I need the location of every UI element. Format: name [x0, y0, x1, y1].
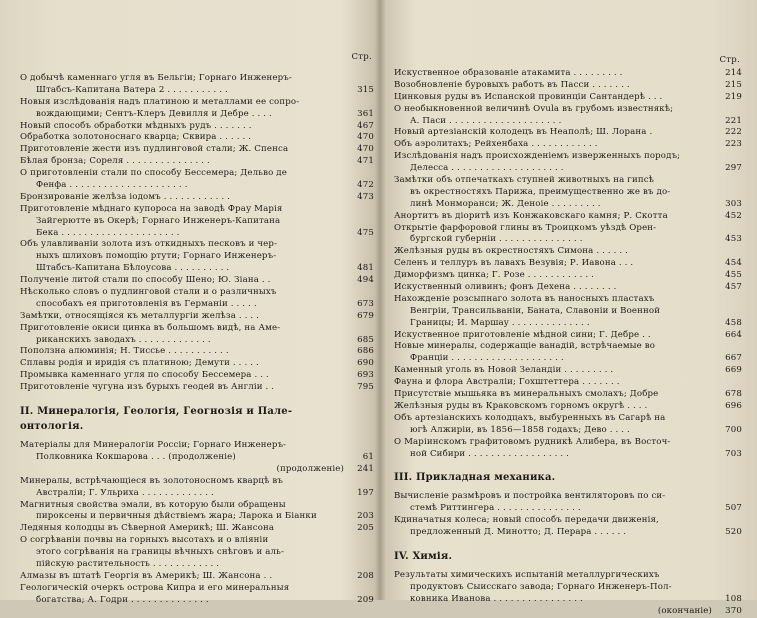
toc-entry-text: Сплавы родія и иридія съ платиною; Демути . . . . .: [20, 358, 259, 369]
toc-entry: [20, 73, 376, 85]
toc-entry-text: О согрѣваніи почвы на горныхъ высотахъ и о вліяніи: [20, 535, 269, 546]
toc-entry: [394, 151, 744, 163]
toc-entry-page-number: 507: [725, 503, 742, 514]
section-heading: II. Минералогія, Геологія, Геогнозія и Пале-: [20, 406, 293, 418]
toc-entry-text: Алмазы въ штатѣ Георгія въ Америкѣ; Ш. Жансона . .: [20, 570, 273, 581]
toc-entry-text: Изслѣдованія надъ происхожденіемъ изверженныхъ породъ;: [394, 151, 681, 162]
toc-entry-page-number: 520: [725, 527, 742, 538]
toc-entry-page-number: 455: [725, 270, 742, 281]
toc-entry-text: Желѣзныя руды въ Краковскомъ горномъ округѣ . . . .: [394, 400, 648, 411]
toc-entry: [20, 180, 376, 192]
toc-entry-text: Открытіе фарфоровой глины въ Троицкомъ уѣздѣ Орен-: [394, 222, 657, 233]
toc-section-1-list: [20, 73, 376, 394]
toc-entry: [394, 234, 744, 246]
toc-entry: [394, 318, 744, 330]
toc-entry-text: Новый способъ обработки мѣдныхъ рудъ . . . . . . .: [20, 120, 252, 131]
toc-entry-page-number: 215: [725, 79, 742, 90]
toc-entry-text: вождающими; Сентъ-Клеръ Девилля и Дебре . . . .: [36, 108, 272, 119]
toc-entry: [20, 547, 376, 559]
toc-entry-text: Каменный уголь въ Новой Зеландіи . . . . . . . . .: [394, 365, 614, 376]
toc-entry: [20, 85, 376, 97]
toc-entry-page-number: 458: [725, 317, 742, 328]
toc-entry-text: риканскихъ заводахъ . . . . . . . . . . . . .: [36, 334, 211, 345]
toc-entry-page-number: 470: [357, 132, 374, 143]
toc-entry: [20, 511, 376, 523]
toc-entry-page-number: 795: [357, 382, 374, 393]
toc-entry: [20, 358, 376, 370]
toc-entry-text: ной Сибири . . . . . . . . . . . . . . . . . .: [410, 448, 570, 459]
toc-entry-text: Возобновленіе буровыхъ работъ въ Пасси . . . . . . .: [394, 79, 630, 90]
toc-entry-text: Замѣтки, относящіяся къ металлургіи желѣза . . . .: [20, 310, 260, 321]
toc-entry-text: Объ улавливаніи золота изъ откидныхъ песковъ и чер-: [20, 239, 278, 250]
toc-entry-page-number: 361: [357, 108, 374, 119]
toc-entry-page-number: 205: [357, 523, 374, 534]
toc-section-2-list: [20, 440, 376, 606]
toc-entry-page-number: 467: [357, 120, 374, 131]
toc-entry-text: Приготовленіе чугуна изъ бурыхъ геодей въ Англіи . .: [20, 382, 275, 393]
toc-entry-page-number: 696: [725, 400, 742, 411]
toc-entry-text: (окончаніе): [657, 605, 712, 616]
toc-entry-text: Анортитъ въ діоритѣ изъ Конжаковскаго камня; Р. Скотта: [394, 210, 668, 221]
toc-entry: [20, 583, 376, 595]
toc-entry-text: Матеріалы для Минералогіи Россіи; Горнаго Инженеръ-: [20, 440, 287, 451]
toc-entry-page-number: 209: [357, 594, 374, 605]
toc-entry-text: Результаты химическихъ испытаній металлургическихъ: [394, 569, 660, 580]
toc-entry-text: продуктовъ Сыисскаго завода; Горнаго Инженеръ-Пол-: [410, 581, 672, 592]
toc-entry: [20, 323, 376, 335]
toc-entry-page-number: 203: [357, 511, 374, 522]
toc-entry: [394, 594, 744, 606]
toc-section-2-continued-list: [394, 68, 744, 460]
toc-entry-text: Бронзированіе желѣза іодомъ . . . . . . . . . . . .: [20, 191, 230, 202]
toc-entry-page-number: 457: [725, 282, 742, 293]
toc-entry: [394, 503, 744, 515]
toc-entry-page-number: 494: [357, 275, 374, 286]
toc-entry-page-number: 473: [357, 191, 374, 202]
toc-entry: [394, 353, 744, 365]
toc-entry: [394, 258, 744, 270]
toc-entry-text: предложенный Д. Минотто; Д. Перара . . . . . .: [410, 527, 627, 538]
toc-entries-right: [394, 68, 744, 618]
toc-entry-text: ныхъ шлиховъ помощію ртути; Горнаго Инженеръ-: [36, 251, 277, 262]
toc-entry: [20, 476, 376, 488]
toc-entry-text: линѣ Монморанси; Ж. Деноie . . . . . . . . .: [410, 198, 601, 209]
toc-entry-text: О необыкновенной величинѣ Ovula въ грубомъ известнякѣ;: [394, 103, 674, 114]
toc-entry: [394, 389, 744, 401]
toc-entry-page-number: 685: [357, 334, 374, 345]
toc-entry: [394, 515, 744, 527]
section-heading-continued: онтологія.: [20, 421, 84, 433]
page-column-header: Стр.: [719, 55, 740, 65]
toc-entry-text: Обработка золотоноснаго кварца; Сквира . . . . . .: [20, 132, 252, 143]
toc-entry-text: Приготовленіе окиси цинка въ большомъ видѣ, на Аме-: [20, 322, 281, 333]
toc-entry-page-number: 664: [725, 329, 742, 340]
toc-entry: [394, 582, 744, 594]
toc-entry: [394, 127, 744, 139]
toc-entry-text: пироксены и первичныя дѣйствіемъ жара; Ларока и Біанки: [36, 511, 317, 522]
toc-entry-page-number: 303: [725, 198, 742, 209]
toc-entry: [394, 413, 744, 425]
toc-entry: [20, 370, 376, 382]
toc-entry: [20, 156, 376, 168]
toc-entry: [394, 246, 744, 258]
toc-entry: [20, 121, 376, 133]
toc-entry-page-number: 219: [725, 91, 742, 102]
toc-entry: [394, 175, 744, 187]
toc-entry-page-number: 453: [725, 234, 742, 245]
toc-entry-text: О приготовленіи стали по способу Бессемера; Дельво де: [20, 168, 287, 179]
toc-entry-page-number: 679: [357, 310, 374, 321]
toc-entry: [20, 216, 376, 228]
toc-entry: [394, 341, 744, 353]
toc-entry-text: О Маріинскомъ графитовомъ рудникѣ Алибера, въ Восточ-: [394, 436, 671, 447]
toc-entry-page-number: 221: [725, 115, 742, 126]
toc-entry-text: Нахожденіе розсыпнаго золота въ наносныхъ пластахъ: [394, 293, 655, 304]
toc-entry: [394, 223, 744, 235]
toc-entry-page-number: 315: [357, 84, 374, 95]
toc-section-4-list: [394, 570, 744, 618]
toc-entry-text: Искуственное образованіе атакамита . . . . . . . . .: [394, 68, 623, 78]
toc-entry: [20, 97, 376, 109]
toc-entry-text: Приготовленіе мѣднаго купороса на заводѣ Фрау Марія: [20, 203, 283, 214]
toc-entry: [394, 211, 744, 223]
toc-entry: [394, 270, 744, 282]
toc-entry-text: Замѣтки объ отпечаткахъ ступней животныхъ на гипсѣ: [394, 175, 654, 186]
toc-entry: [394, 365, 744, 377]
toc-entry-text: Селенъ и теллуръ въ лавахъ Везувія; Р. Иавона . . .: [394, 258, 634, 269]
toc-entry: [394, 104, 744, 116]
toc-entry-text: Присутствіе мышьяка въ минеральныхъ смолахъ; Добре: [394, 389, 659, 400]
toc-entry-page-number: 678: [725, 389, 742, 400]
toc-entry-text: Промывка каменнаго угля по способу Бессемера . . .: [20, 370, 269, 381]
toc-entry-page-number: 370: [725, 605, 742, 616]
toc-entry: [20, 239, 376, 251]
toc-entry: [20, 144, 376, 156]
toc-entry-page-number: 693: [357, 370, 374, 381]
toc-entry: [394, 330, 744, 342]
toc-entry: [20, 311, 376, 323]
toc-entry: [20, 335, 376, 347]
toc-entry-text: Искуственный оливинъ; фонъ Дехена . . . . . . . .: [394, 282, 617, 293]
toc-entry: [20, 132, 376, 144]
toc-entry: [394, 527, 744, 539]
toc-entry: [20, 204, 376, 216]
toc-entry-text: Бека . . . . . . . . . . . . . . . . . . . . .: [36, 227, 180, 238]
toc-entry: [20, 346, 376, 358]
toc-entry-text: Границы; И. Маршау . . . . . . . . . . . . . .: [410, 317, 590, 328]
toc-entry-text: Австраліи; Г. Ульриха . . . . . . . . . . . . .: [36, 487, 214, 498]
toc-entry: [20, 263, 376, 275]
toc-entry-text: Штабсъ-Капитана Бѣлоусова . . . . . . . . . .: [36, 263, 230, 274]
toc-entry: [20, 287, 376, 299]
toc-entry: [20, 535, 376, 547]
toc-entries-left: [20, 73, 376, 607]
toc-entry-text: Полковника Кокшарова . . . (продолженіе): [36, 451, 236, 462]
toc-entry: [20, 275, 376, 287]
toc-entry-text: бургской губерніи . . . . . . . . . . . . . . .: [410, 234, 583, 245]
toc-entry-text: богатства; А. Годри . . . . . . . . . . . . . .: [36, 594, 209, 605]
toc-entry: [20, 523, 376, 535]
toc-entry-page-number: 669: [725, 365, 742, 376]
toc-entry: [394, 306, 744, 318]
toc-entry-text: Новый артезіанскій колодецъ въ Неаполѣ; Ш. Лорана .: [394, 127, 653, 138]
toc-entry: [394, 294, 744, 306]
toc-entry-page-number: 241: [357, 463, 374, 474]
toc-entry-text: Полученіе литой стали по способу Шено; Ю. Зіана . .: [20, 275, 271, 286]
toc-entry: [394, 116, 744, 128]
toc-section-3-list: [394, 491, 744, 539]
toc-entry-text: Вычисленіе размѣровъ и постройка вентиляторовъ по си-: [394, 491, 666, 502]
toc-entry-text: ковника Иванова . . . . . . . . . . . . . . . .: [410, 593, 583, 604]
toc-entry: [394, 199, 744, 211]
toc-entry-page-number: 471: [357, 156, 374, 167]
toc-entry-text: Штабсъ-Капитана Ватера 2 . . . . . . . . . . .: [36, 84, 228, 95]
toc-entry: [394, 491, 744, 503]
toc-entry: [20, 251, 376, 263]
toc-entry: [20, 488, 376, 500]
toc-entry: [394, 570, 744, 582]
toc-entry-text: Магнитныя свойства эмали, въ которую были обращены: [20, 499, 286, 510]
toc-entry-text: Минералы, встрѣчающіеся въ золотоносномъ кварцѣ въ: [20, 475, 283, 486]
toc-entry-text: стемѣ Риттингера . . . . . . . . . . . . . . .: [410, 503, 581, 514]
toc-entry-text: Новыя изслѣдованія надъ платиною и металлами ее сопро-: [20, 96, 300, 107]
toc-entry-page-number: 470: [357, 144, 374, 155]
toc-entry-page-number: 222: [725, 127, 742, 138]
toc-entry-text: Зайгерютте въ Окерѣ; Горнаго Инженеръ-Капитана: [36, 215, 281, 226]
toc-entry-text: Приготовленіе жести изъ пудлинговой стали; Ж. Спенса: [20, 144, 289, 155]
toc-entry: [20, 109, 376, 121]
toc-entry-text: Геологическій очеркъ острова Кипра и его минеральныя: [20, 582, 290, 593]
toc-entry-text: Бѣлая бронза; Сореля . . . . . . . . . . . . . . .: [20, 156, 210, 167]
toc-entry: [394, 606, 744, 618]
toc-entry-page-number: 452: [725, 210, 742, 221]
toc-entry-page-number: 454: [725, 258, 742, 269]
toc-entry: [20, 595, 376, 607]
section-heading: III. Прикладная механика.: [394, 472, 556, 484]
toc-entry: [20, 559, 376, 571]
toc-entry-page-number: 475: [357, 227, 374, 238]
toc-entry-text: Венгріи, Трансильваніи, Баната, Славоніи и Военной: [410, 305, 661, 316]
toc-entry: [20, 440, 376, 452]
toc-entry-text: Цинковыя руды въ Испанской провинціи Сантандерѣ . . .: [394, 91, 663, 102]
toc-entry-page-number: 223: [725, 139, 742, 150]
toc-entry-text: югѣ Алжиріи, въ 1856—1858 годахъ; Дево . . . .: [410, 424, 630, 435]
toc-entry: [394, 449, 744, 461]
toc-entry-page-number: 197: [357, 487, 374, 498]
toc-entry-page-number: 673: [357, 298, 374, 309]
toc-entry-text: способахъ ея приготовленія въ Германіи . . . . .: [36, 298, 257, 309]
toc-entry: [20, 299, 376, 311]
toc-entry-page-number: 686: [357, 346, 374, 357]
toc-entry-text: Новые минералы, содержащіе ванадій, встрѣчаемые во: [394, 341, 656, 352]
toc-entry: [20, 228, 376, 240]
toc-entry-text: въ окрестностяхъ Парижа, преимущественно же въ до-: [410, 186, 671, 197]
section-heading: IV. Химія.: [394, 550, 453, 562]
toc-entry-text: Делесса . . . . . . . . . . . . . . . . . . . .: [410, 163, 564, 174]
toc-entry-page-number: 703: [725, 448, 742, 459]
toc-entry: [394, 187, 744, 199]
toc-entry: [394, 425, 744, 437]
toc-entry: [20, 500, 376, 512]
toc-entry: [394, 80, 744, 92]
toc-entry-text: Фауна и флора Австраліи; Гохштеттера . . . . . . .: [394, 377, 620, 388]
toc-entry-text: А. Паси . . . . . . . . . . . . . . . . . . . .: [410, 115, 562, 126]
toc-entry-text: Искуственное приготовленіе мѣдной сини; Г. Дебре . .: [394, 329, 651, 340]
toc-entry-page-number: 214: [725, 68, 742, 78]
toc-entry-text: Поползна алюминія; Н. Тиссье . . . . . . . . . . .: [20, 346, 229, 357]
toc-entry-text: Кдиначатыя колеса; новый способъ передачи движенія,: [394, 515, 659, 526]
toc-entry-text: Фенфа . . . . . . . . . . . . . . . . . . . . .: [36, 180, 188, 191]
toc-entry-text: О добычѣ каменнаго угля въ Бельгіи; Горнаго Инженеръ-: [20, 73, 292, 83]
toc-entry: [394, 377, 744, 389]
toc-entry: [394, 68, 744, 80]
toc-entry-text: Нѣсколько словъ о пудлинговой стали и о различныхъ: [20, 287, 277, 298]
toc-entry-page-number: 700: [725, 424, 742, 435]
toc-entry: [394, 282, 744, 294]
toc-entry-text: Диморфизмъ цинка; Г. Розе . . . . . . . . . . . .: [394, 270, 594, 281]
toc-entry: [394, 139, 744, 151]
toc-entry: [20, 464, 376, 476]
toc-entry: [20, 571, 376, 583]
toc-entry: [20, 452, 376, 464]
left-page: [20, 0, 376, 605]
toc-entry-text: Желѣзныя руды въ окрестностяхъ Симона . . . . . .: [394, 246, 629, 257]
toc-entry-text: пійскую растительность . . . . . . . . . . . .: [36, 558, 220, 569]
toc-entry-page-number: 208: [357, 570, 374, 581]
toc-entry-page-number: 481: [357, 263, 374, 274]
right-page: [394, 0, 744, 616]
page-column-header: Стр.: [351, 52, 372, 62]
toc-entry-text: Объ артезіанскихъ колодцахъ, выбуренныхъ въ Сагарѣ на: [394, 412, 666, 423]
toc-entry-page-number: 667: [725, 353, 742, 364]
toc-entry: [20, 168, 376, 180]
toc-entry: [394, 92, 744, 104]
toc-entry-text: Франціи . . . . . . . . . . . . . . . . . . . .: [410, 353, 564, 364]
toc-entry-page-number: 61: [362, 451, 374, 462]
toc-entry: [394, 401, 744, 413]
toc-entry-text: Объ аэролитахъ; Рейхенбаха . . . . . . . . . . . .: [394, 139, 598, 150]
toc-entry-page-number: 297: [725, 163, 742, 174]
toc-entry-page-number: 690: [357, 358, 374, 369]
toc-entry-text: этого согрѣванія на границы вѣчныхъ снѣговъ и аль-: [36, 547, 285, 558]
toc-entry-text: Ледяныя колодцы въ Сѣверной Америкѣ; Ш. Жансона: [20, 523, 275, 534]
toc-entry-page-number: 472: [357, 180, 374, 191]
toc-entry-text: (продолженіе): [276, 463, 344, 474]
toc-entry: [394, 437, 744, 449]
toc-entry: [20, 382, 376, 394]
toc-entry: [394, 163, 744, 175]
toc-entry: [20, 192, 376, 204]
toc-entry-page-number: 108: [725, 593, 742, 604]
